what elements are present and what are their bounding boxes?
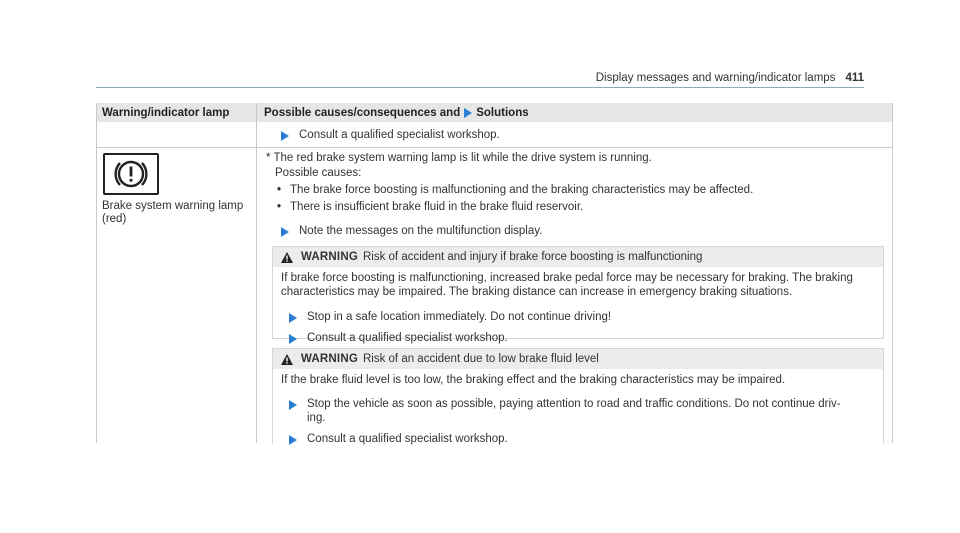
bullet-icon: • <box>277 184 282 196</box>
arrow-right-icon <box>281 131 289 141</box>
arrow-right-icon <box>289 313 297 323</box>
cause-text: The brake force boosting is malfunctioning and the braking characteristics may be affected. <box>290 184 754 196</box>
warning-box-brake-boost <box>272 246 884 344</box>
arrow-right-icon <box>289 334 297 344</box>
arrow-right-icon <box>281 227 289 237</box>
warning-step-2 <box>289 432 508 447</box>
warning-step-1 <box>289 310 611 325</box>
step-text: Consult a qualified specialist workshop. <box>307 433 508 445</box>
warning-step-1 <box>289 397 841 412</box>
column-header-causes-text: Possible causes/consequences and <box>264 107 461 119</box>
lamp-label-line1: Brake system warning lamp <box>102 200 244 212</box>
step-note-messages <box>281 224 542 239</box>
step-text: Stop in a safe location immediately. Do not continue driving! <box>307 311 612 323</box>
step-text: Stop the vehicle as soon as possible, paying attention to road and traffic conditions. Do not continue driv- <box>307 398 841 410</box>
arrow-right-icon <box>289 400 297 410</box>
table-border-left <box>96 103 97 443</box>
table-border-right <box>892 103 893 443</box>
table-column-divider <box>256 103 257 443</box>
warning-step-2 <box>289 331 508 346</box>
column-header-causes <box>264 107 529 119</box>
warning-body-line1: If the brake fluid level is too low, the braking effect and the braking characteristics may be impaired. <box>281 374 786 386</box>
warning-label: WARNING <box>301 353 358 365</box>
lamp-label-line2: (red) <box>102 213 127 225</box>
step-text: Consult a qualified specialist workshop. <box>299 129 500 141</box>
warning-title: Risk of accident and injury if brake force boosting is malfunctioning <box>362 251 703 263</box>
brake-warning-icon <box>103 153 159 195</box>
warning-label: WARNING <box>301 251 358 263</box>
cause-item-1 <box>277 183 753 198</box>
warning-lamp-table <box>96 103 893 443</box>
warning-step-1-cont: ing. <box>307 412 326 424</box>
arrow-right-icon <box>289 435 297 445</box>
table-header-row <box>96 103 893 122</box>
cause-item-2 <box>277 200 583 215</box>
bullet-icon: • <box>277 201 282 213</box>
column-header-solutions-text: Solutions <box>476 107 529 119</box>
row-divider <box>96 147 893 148</box>
warning-triangle-icon <box>281 354 293 365</box>
cause-text: There is insufficient brake fluid in the brake fluid reservoir. <box>290 201 584 213</box>
warning-title: Risk of an accident due to low brake fluid level <box>362 353 599 365</box>
running-header <box>596 72 864 84</box>
page-header <box>96 58 864 88</box>
warning-header <box>273 247 883 267</box>
column-header-lamp: Warning/indicator lamp <box>102 107 230 119</box>
step-text: Consult a qualified specialist workshop. <box>307 332 508 344</box>
possible-causes-label: Possible causes: <box>275 167 362 179</box>
warning-triangle-icon <box>281 252 293 263</box>
intro-text: * The red brake system warning lamp is lit while the drive system is running. <box>266 152 652 164</box>
warning-header <box>273 349 883 369</box>
warning-box-brake-fluid <box>272 348 884 444</box>
warning-body-line2: characteristics may be impaired. The braking distance can increase in emergency braking situations. <box>281 286 793 298</box>
page-number: 411 <box>845 72 864 84</box>
warning-body-line1: If brake force boosting is malfunctioning, increased brake pedal force may be necessary for braking. The braking <box>281 272 853 284</box>
arrow-right-icon <box>464 108 472 118</box>
step-text: Note the messages on the multifunction display. <box>299 225 543 237</box>
step-consult-workshop <box>281 128 500 143</box>
header-title: Display messages and warning/indicator lamps <box>595 72 836 84</box>
